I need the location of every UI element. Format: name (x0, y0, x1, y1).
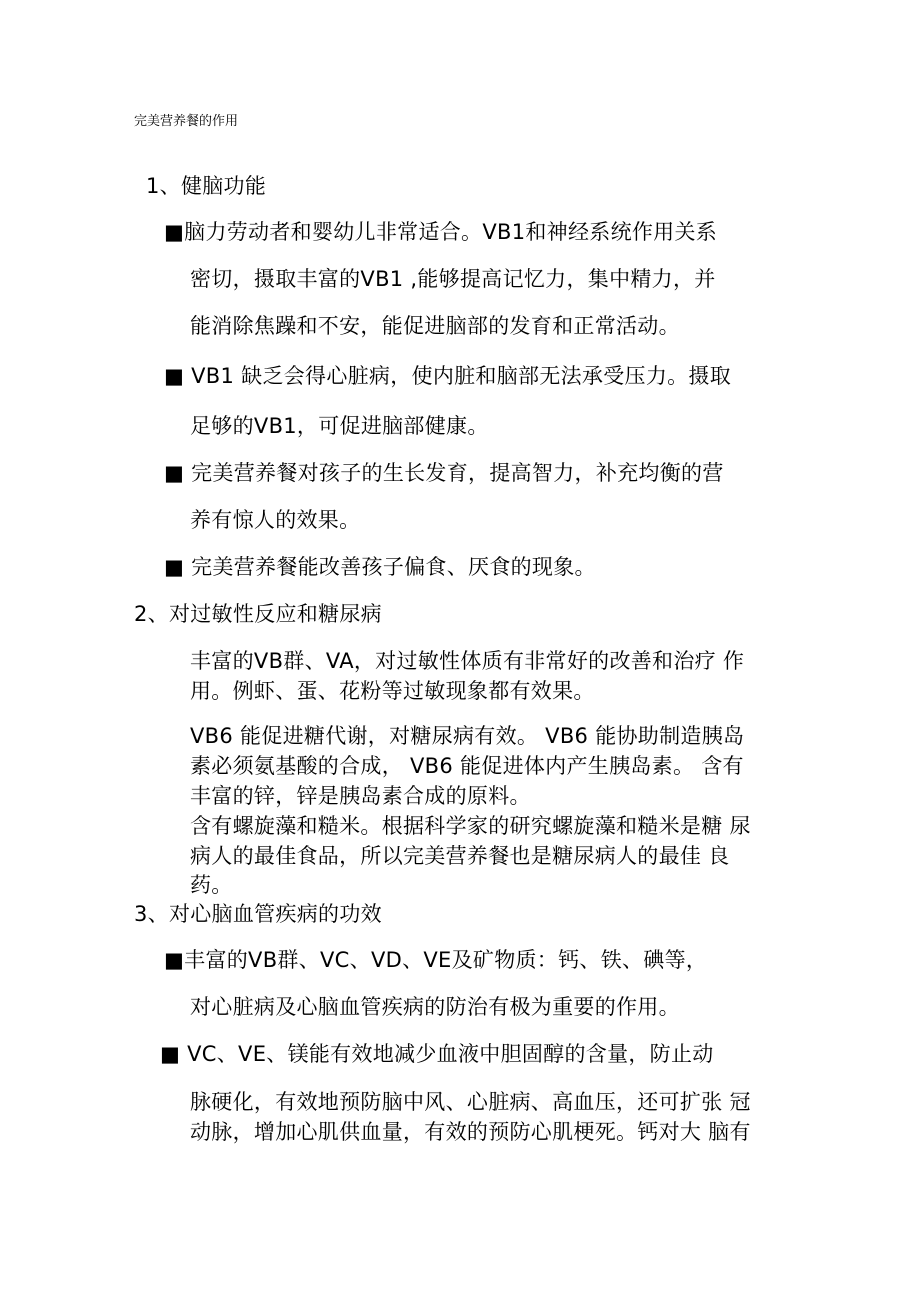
section-1-line-8: ■ 完美营养餐能改善孩子偏食、厌食的现象。 (164, 555, 596, 579)
section-2-line-2: 用。例虾、蛋、花粉等过敏现象都有效果。 (190, 679, 595, 703)
section-2-line-8: 药。 (190, 873, 233, 897)
section-1-line-4: ■ VB1 缺乏会得心脏病，使内脏和脑部无法承受压力。摄取 (164, 364, 732, 388)
section-3-line-3: ■ VC、VE、镁能有效地减少血液中胆固醇的含量，防止动 (160, 1042, 714, 1066)
section-1-line-7: 养有惊人的效果。 (190, 508, 361, 532)
section-2-line-4: 素必须氨基酸的合成， VB6 能促进体内产生胰岛素。 含有 (190, 754, 744, 778)
section-2-heading: 2、对过敏性反应和糖尿病 (134, 602, 382, 626)
section-1-line-6: ■ 完美营养餐对孩子的生长发育，提高智力，补充均衡的营 (164, 461, 724, 485)
section-3-heading: 3、对心脑血管疾病的功效 (134, 902, 382, 926)
section-1-line-3: 能消除焦躁和不安，能促进脑部的发育和正常活动。 (190, 314, 680, 338)
section-1-line-5: 足够的VB1，可促进脑部健康。 (190, 414, 489, 438)
section-1-line-1: ■脑力劳动者和婴幼儿非常适合。VB1和神经系统作用关系 (164, 220, 718, 244)
section-2-line-6: 含有螺旋藻和糙米。根据科学家的研究螺旋藻和糙米是糖 尿 (190, 814, 751, 838)
section-2-line-3: VB6 能促进糖代谢，对糖尿病有效。 VB6 能协助制造胰岛 (190, 724, 745, 748)
section-2-line-7: 病人的最佳食品，所以完美营养餐也是糖尿病人的最佳 良 (190, 844, 730, 868)
section-3-line-2: 对心脏病及心脑血管疾病的防治有极为重要的作用。 (190, 995, 680, 1019)
section-3-line-4: 脉硬化，有效地预防脑中风、心脏病、高血压，还可扩张 冠 (190, 1090, 751, 1114)
section-2-line-1: 丰富的VB群、VA，对过敏性体质有非常好的改善和治疗 作 (190, 649, 745, 673)
section-2-line-5: 丰富的锌，锌是胰岛素合成的原料。 (190, 784, 531, 808)
section-1-heading: 1、健脑功能 (146, 174, 267, 198)
section-3-line-1: ■丰富的VB群、VC、VD、VE及矿物质：钙、铁、碘等， (164, 948, 708, 972)
document-header: 完美营养餐的作用 (134, 114, 239, 129)
section-3-line-5: 动脉，增加心肌供血量，有效的预防心肌梗死。钙对大 脑有 (190, 1120, 751, 1144)
section-1-line-2: 密切，摄取丰富的VB1 ,能够提高记忆力，集中精力，并 (190, 267, 716, 291)
